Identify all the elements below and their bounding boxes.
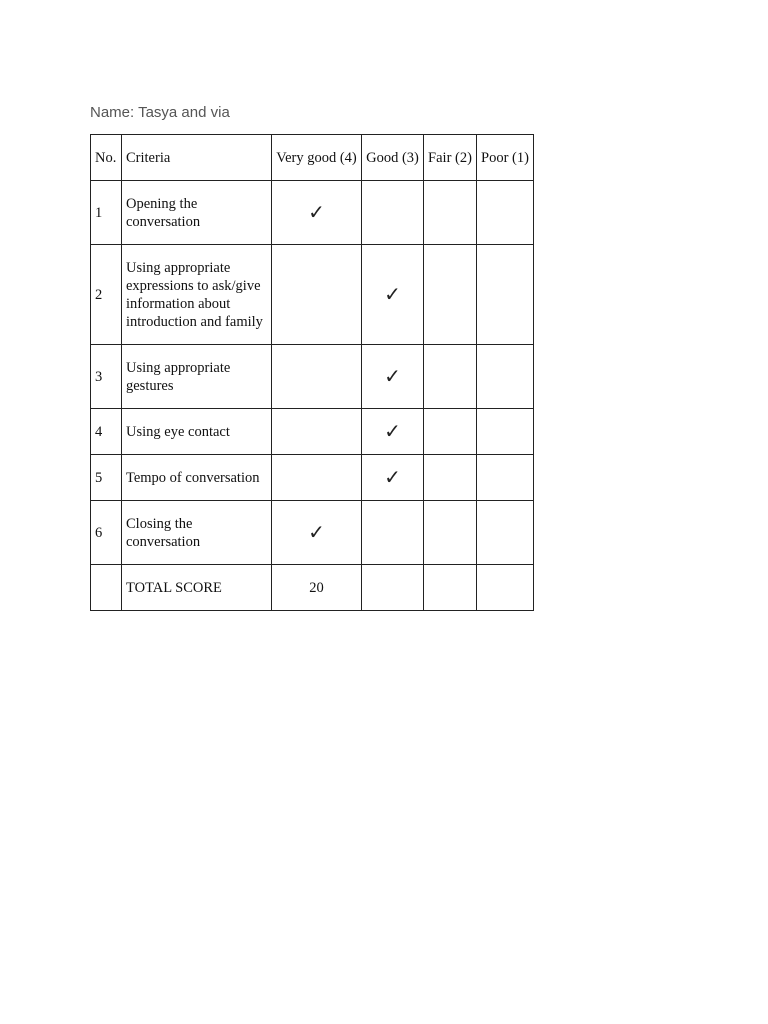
rating-cell-poor <box>477 501 534 565</box>
total-no-cell <box>91 565 122 611</box>
rating-cell-very-good <box>272 245 362 345</box>
rating-cell-good <box>362 501 424 565</box>
rating-cell-poor <box>477 245 534 345</box>
total-label: TOTAL SCORE <box>122 565 272 611</box>
rating-cell-good <box>362 181 424 245</box>
criteria-cell <box>122 181 272 245</box>
criteria-text: Using eye contact <box>126 423 230 440</box>
total-value: 20 <box>272 565 362 611</box>
rubric-body <box>91 181 534 611</box>
rating-cell-good <box>362 245 424 345</box>
criteria-cell <box>122 245 272 345</box>
checkmark-icon: ✓ <box>384 363 401 388</box>
row-number: 5 <box>91 455 122 501</box>
criteria-text: Closing the conversation <box>126 515 201 550</box>
row-number: 1 <box>91 181 122 245</box>
row-number: 3 <box>91 345 122 409</box>
rubric-row <box>91 181 534 245</box>
criteria-text: Using appropriate expressions to ask/give information about introduction and family <box>126 259 263 330</box>
checkmark-icon: ✓ <box>308 199 325 224</box>
rating-cell-poor <box>477 345 534 409</box>
criteria-text: Tempo of conversation <box>126 469 260 486</box>
criteria-cell <box>122 501 272 565</box>
rating-cell-very-good <box>272 345 362 409</box>
criteria-cell <box>122 455 272 501</box>
criteria-text: Opening the conversation <box>126 195 201 230</box>
rating-cell-very-good <box>272 409 362 455</box>
rating-cell-poor <box>477 455 534 501</box>
header-good: Good (3) <box>362 135 424 181</box>
total-row <box>91 565 534 611</box>
header-fair: Fair (2) <box>424 135 477 181</box>
header-very-good: Very good (4) <box>272 135 362 181</box>
rubric-row <box>91 501 534 565</box>
checkmark-icon: ✓ <box>384 418 401 443</box>
rubric-row <box>91 455 534 501</box>
criteria-cell <box>122 409 272 455</box>
rating-cell-fair <box>424 181 477 245</box>
rating-cell-very-good <box>272 455 362 501</box>
rating-cell-good <box>362 455 424 501</box>
header-no: No. <box>91 135 122 181</box>
rating-cell-fair <box>424 245 477 345</box>
row-number: 2 <box>91 245 122 345</box>
rating-cell-poor <box>477 181 534 245</box>
criteria-text: Using appropriate gestures <box>126 359 231 394</box>
rating-cell-very-good <box>272 501 362 565</box>
header-criteria: Criteria <box>122 135 272 181</box>
total-empty-cell <box>424 565 477 611</box>
assessment-rubric-table <box>90 134 534 611</box>
criteria-cell <box>122 345 272 409</box>
row-number: 6 <box>91 501 122 565</box>
rating-cell-good <box>362 345 424 409</box>
student-name: Name: Tasya and via <box>90 104 230 121</box>
rating-cell-poor <box>477 409 534 455</box>
header-poor: Poor (1) <box>477 135 534 181</box>
checkmark-icon: ✓ <box>384 281 401 306</box>
total-empty-cell <box>362 565 424 611</box>
rating-cell-fair <box>424 455 477 501</box>
rating-cell-very-good <box>272 181 362 245</box>
rating-cell-good <box>362 409 424 455</box>
rating-cell-fair <box>424 409 477 455</box>
header-row <box>91 135 534 181</box>
rating-cell-fair <box>424 345 477 409</box>
total-empty-cell <box>477 565 534 611</box>
rubric-row <box>91 409 534 455</box>
checkmark-icon: ✓ <box>384 464 401 489</box>
rubric-row <box>91 245 534 345</box>
checkmark-icon: ✓ <box>308 519 325 544</box>
row-number: 4 <box>91 409 122 455</box>
rating-cell-fair <box>424 501 477 565</box>
rubric-row <box>91 345 534 409</box>
